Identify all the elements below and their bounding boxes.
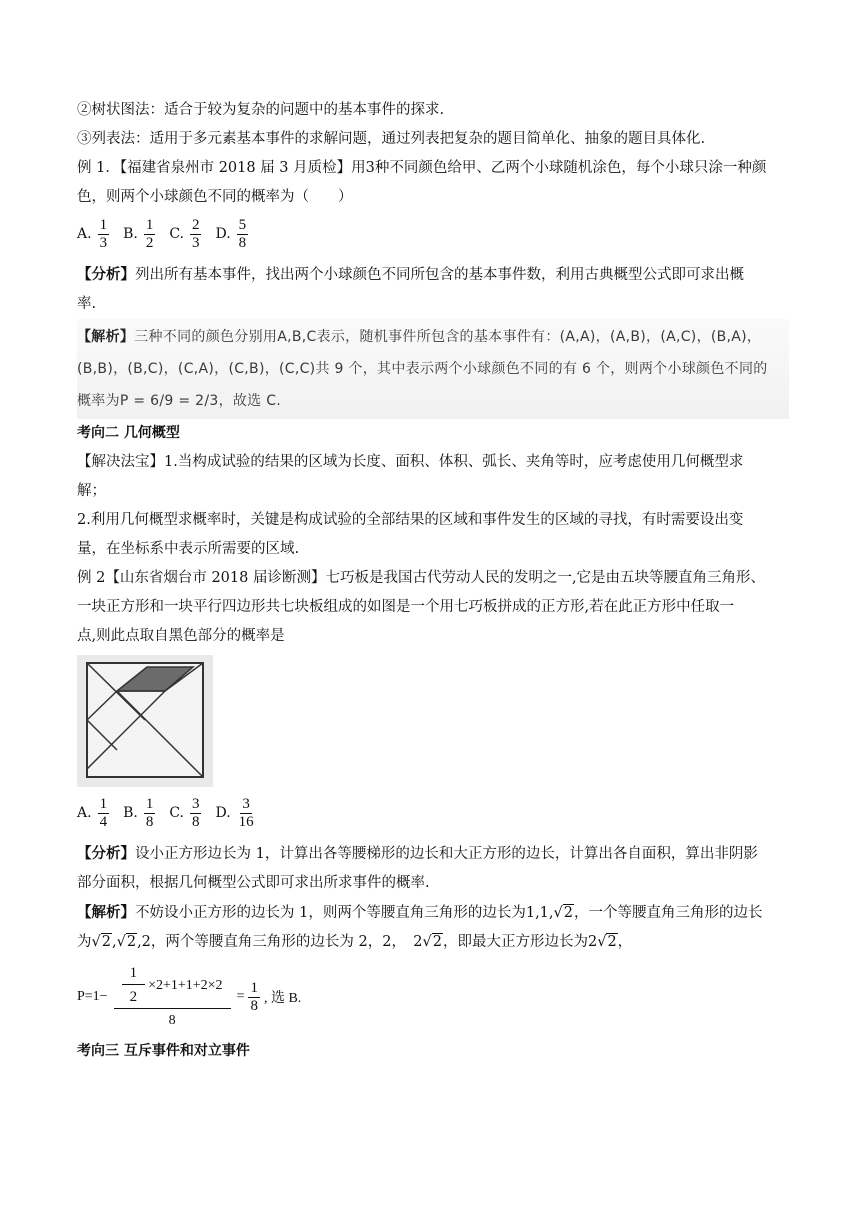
- fraction: $\frac{1}{3}$: [99, 216, 108, 251]
- option-d: D. $\frac{5}{8}$: [215, 216, 247, 251]
- half-fraction: $\frac{1}{2}$: [122, 965, 146, 1006]
- probability-formula: P=1− $\frac{1}{2}$ ×2+1+1+2×2 8 = $\frac{1}{8}$ , 选 B.: [77, 965, 302, 1028]
- example2-analysis: 【分析】设小正方形边长为 1，计算出各等腰梯形的边长和大正方形的边长，计算出各自面积，算出非阴影: [77, 845, 758, 862]
- example2-line2: 一块正方形和一块平行四边形共七块板组成的如图是一个用七巧板拼成的正方形,若在此正方形中任取一: [77, 599, 735, 615]
- big-fraction: $\frac{1}{2}$ ×2+1+1+2×2 8: [114, 965, 231, 1029]
- example1-analysis: 【分析】列出所有基本事件，找出两个小球颜色不同所包含的基本事件数，利用古典概型公式即可求出概: [77, 266, 744, 283]
- option-c: C. $\frac{3}{8}$: [169, 795, 200, 830]
- option-b: B. $\frac{1}{8}$: [123, 795, 154, 830]
- sqrt-expression: √2: [422, 934, 442, 950]
- option-c: C. $\frac{2}{3}$: [169, 216, 200, 251]
- fraction: $\frac{1}{2}$: [145, 216, 154, 251]
- example2-analysis-cont: 部分面积，根据几何概型公式即可求出所求事件的概率.: [77, 875, 430, 891]
- result-fraction: $\frac{1}{8}$: [250, 979, 258, 1014]
- sqrt-expression: √2: [597, 934, 617, 950]
- tangram-svg: [77, 655, 213, 787]
- fraction: $\frac{3}{16}$: [238, 795, 254, 830]
- tangram-figure: [77, 655, 213, 787]
- example2-options: [77, 793, 789, 833]
- fraction: $\frac{2}{3}$: [191, 216, 200, 251]
- example2-solution-line2: 为√2,√2,2，两个等腰直角三角形的边长为 2，2， 2√2，即最大正方形边长为2√2，: [77, 928, 789, 957]
- fraction: $\frac{1}{8}$: [145, 795, 154, 830]
- fraction: $\frac{1}{4}$: [99, 795, 108, 830]
- tips-line1-cont: 解；: [77, 483, 106, 499]
- method-tree-line: ②树状图法：适合于较为复杂的问题中的基本事件的探求.: [77, 102, 445, 118]
- tips-line1: 【解决法宝】1.当构成试验的结果的区域为长度、面积、体积、弧长、夹角等时，应考虑使用几何概型求: [77, 454, 744, 470]
- example2-line1: 例 2【山东省烟台市 2018 届诊断测】七巧板是我国古代劳动人民的发明之一,它是由五块等腰直角三角形、: [77, 570, 766, 586]
- example1-line1: 例 1．【福建省泉州市 2018 届 3 月质检】用3种不同颜色给甲、乙两个小球随机涂色，每个小球只涂一种颜: [77, 160, 767, 176]
- tips-line2: 2.利用几何概型求概率时，关键是构成试验的全部结果的区域和事件发生的区域的寻找，有时需要设出变: [77, 512, 744, 528]
- option-d: D. $\frac{3}{16}$: [215, 795, 254, 830]
- method-table-line: ③列表法：适用于多元素基本事件的求解问题，通过列表把复杂的题目简单化、抽象的题目具体化.: [77, 131, 706, 147]
- section-heading-mutual: 考向三 互斥事件和对立事件: [77, 1043, 250, 1059]
- example1-analysis-cont: 率.: [77, 296, 97, 312]
- sqrt-expression: √2: [553, 905, 573, 921]
- example1-options: [77, 214, 789, 254]
- option-a: A. $\frac{1}{3}$: [77, 216, 108, 251]
- example2-line3: 点,则此点取自黑色部分的概率是: [77, 628, 285, 644]
- option-a: A. $\frac{1}{4}$: [77, 795, 108, 830]
- example2-solution-line1: 【解析】不妨设小正方形的边长为 1，则两个等腰直角三角形的边长为1,1,√2，一个等腰直角三角形的边长: [77, 898, 789, 928]
- section-heading-geometric: 考向二 几何概型: [77, 425, 180, 441]
- document-page: [77, 96, 789, 1066]
- example1-line2: 色，则两个小球颜色不同的概率为（ ）: [77, 189, 353, 205]
- option-b: B. $\frac{1}{2}$: [123, 216, 154, 251]
- fraction: $\frac{5}{8}$: [238, 216, 247, 251]
- example1-solution-image: 【解析】三种不同的颜色分别用A,B,C表示，随机事件所包含的基本事件有：(A,A)，(A,B)，(A,C)，(B,A)， (B,B)，(B,C)，(C,A)，(C,B)，(C,C)共 9 个，其中表示两个小球颜色不同的有 6 个，则两个小球颜色不同的 概率为P = 6/9 = 2/3，故选 C.: [77, 319, 789, 419]
- sqrt-expression: √2: [91, 934, 111, 950]
- tips-line2-cont: 量，在坐标系中表示所需要的区域.: [77, 541, 300, 557]
- sqrt-expression: √2: [116, 934, 137, 950]
- fraction: $\frac{3}{8}$: [191, 795, 200, 830]
